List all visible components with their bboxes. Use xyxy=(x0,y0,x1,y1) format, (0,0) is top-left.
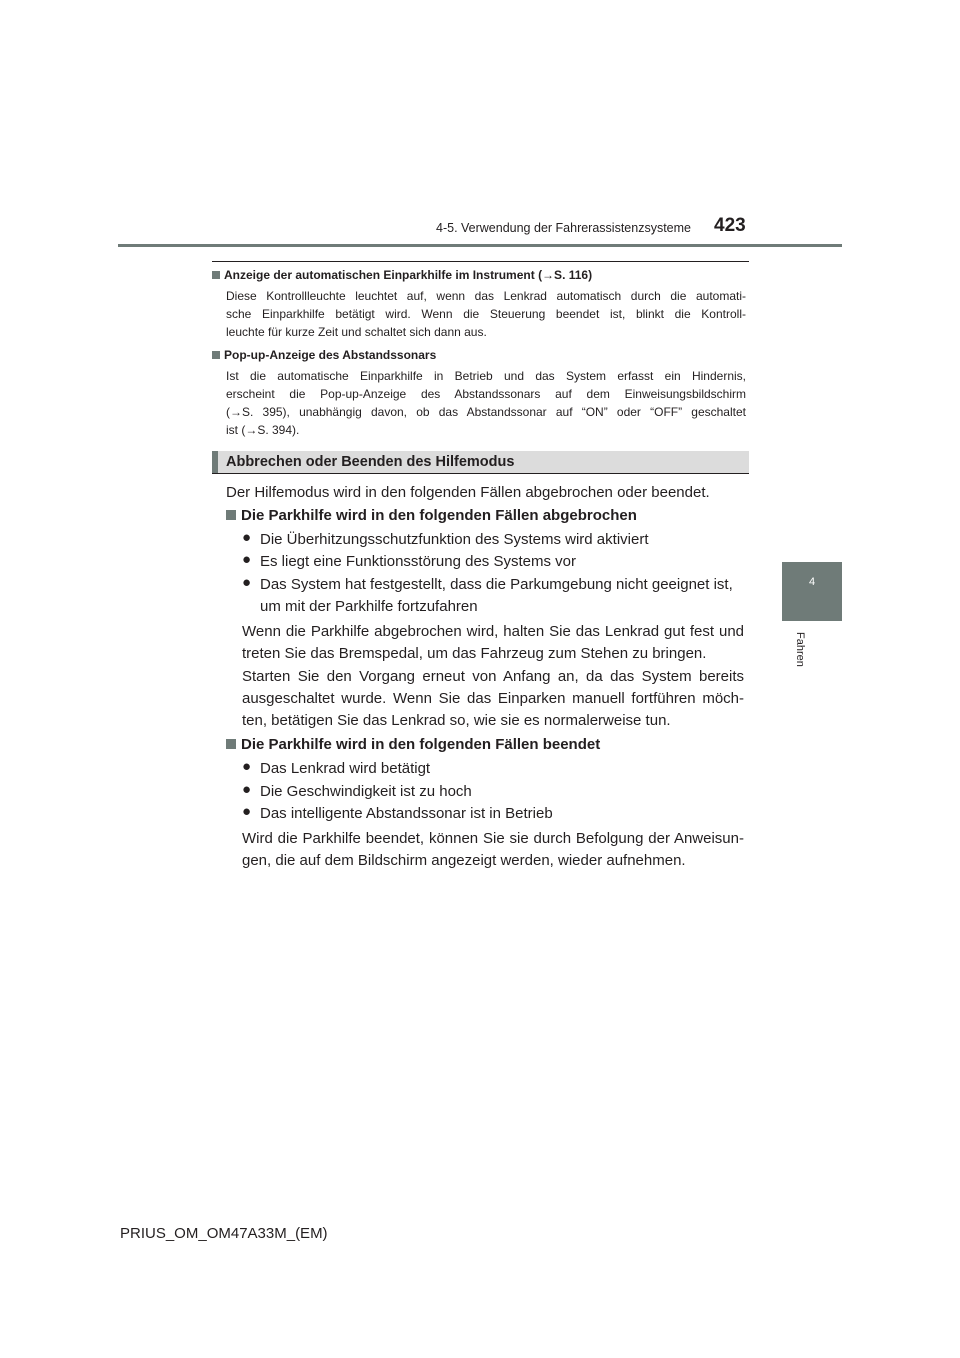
note-title-text: Anzeige der automatischen Einparkhilfe im Instrument (→S. 116) xyxy=(224,268,593,282)
section-heading-accent xyxy=(212,451,218,473)
sub-heading xyxy=(226,507,637,524)
paragraph xyxy=(242,621,744,665)
sub-heading-text: Die Parkhilfe wird in den folgenden Fällen beendet xyxy=(241,736,601,753)
bullet-dot-icon: ● xyxy=(242,551,252,568)
paragraph-line: ausgeschaltet wurde. Wenn Sie das Einparken manuell fortführen möch- xyxy=(242,690,744,707)
page-number: 423 xyxy=(714,215,746,236)
section-heading: Abbrechen oder Beenden des Hilfemodus xyxy=(226,454,515,470)
paragraph-line: ten, betätigen Sie das Lenkrad so, wie sie es normalerweise tun. xyxy=(242,712,671,729)
bullet-dot-icon: ● xyxy=(242,803,252,820)
sub-heading-text: Die Parkhilfe wird in den folgenden Fällen abgebrochen xyxy=(241,507,637,524)
sub-heading xyxy=(226,736,600,753)
note-line: erscheint die Pop-up-Anzeige des Abstandssonars auf dem Einweisungsbildschirm xyxy=(226,387,746,401)
bullet-dot-icon: ● xyxy=(242,758,252,775)
list-item: Die Geschwindigkeit ist zu hoch xyxy=(260,783,472,800)
list-item: Das System hat festgestellt, dass die Parkumgebung nicht geeignet ist, xyxy=(260,576,733,593)
list-item: Es liegt eine Funktionsstörung des Systems vor xyxy=(260,553,576,570)
square-bullet-icon xyxy=(212,271,220,279)
paragraph-line: gen, die auf dem Bildschirm angezeigt werden, wieder aufnehmen. xyxy=(242,852,686,869)
note-line: leuchte für kurze Zeit und schaltet sich dann aus. xyxy=(226,325,487,339)
bullet-dot-icon: ● xyxy=(242,529,252,546)
note-line: (→S. 395), unabhängig davon, ob das Abstandssonar auf “ON” oder “OFF” geschaltet xyxy=(226,405,746,419)
note-line: sche Einparkhilfe betätigt wird. Wenn die Steuerung beendet ist, blinkt die Kontroll- xyxy=(226,307,746,321)
paragraph-line: Wenn die Parkhilfe abgebrochen wird, halten Sie das Lenkrad gut fest und xyxy=(242,623,744,640)
paragraph-line: Starten Sie den Vorgang erneut von Anfang an, da das System bereits xyxy=(242,668,744,685)
list-item: Die Überhitzungsschutzfunktion des Systems wird aktiviert xyxy=(260,531,649,548)
bullet-dot-icon: ● xyxy=(242,574,252,591)
note-title xyxy=(212,268,752,282)
paragraph xyxy=(242,666,744,732)
square-bullet-icon xyxy=(212,351,220,359)
list-item-continuation: um mit der Parkhilfe fortzufahren xyxy=(260,598,478,615)
list-item: Das intelligente Abstandssonar ist in Betrieb xyxy=(260,805,553,822)
section-intro: Der Hilfemodus wird in den folgenden Fällen abgebrochen oder beendet. xyxy=(226,484,710,501)
square-bullet-icon xyxy=(226,510,236,520)
paragraph-line: treten Sie das Bremspedal, um das Fahrzeug zum Stehen zu bringen. xyxy=(242,645,707,662)
chapter-tab-number: 4 xyxy=(808,576,816,588)
paragraph xyxy=(242,828,744,872)
note-text xyxy=(226,287,746,341)
note-title xyxy=(212,348,752,362)
header-rule xyxy=(118,244,842,247)
paragraph-line: Wird die Parkhilfe beendet, können Sie sie durch Befolgung der Anweisun- xyxy=(242,830,744,847)
note-top-rule xyxy=(212,261,749,262)
chapter-label: Fahren xyxy=(794,632,806,667)
document-code: PRIUS_OM_OM47A33M_(EM) xyxy=(120,1225,328,1242)
note-line: ist (→S. 394). xyxy=(226,423,300,437)
note-title-text: Pop-up-Anzeige des Abstandssonars xyxy=(224,348,437,362)
bullet-dot-icon: ● xyxy=(242,781,252,798)
note-line: Diese Kontrollleuchte leuchtet auf, wenn das Lenkrad automatisch durch die automati- xyxy=(226,289,746,303)
note-line: Ist die automatische Einparkhilfe in Betrieb und das System erfasst ein Hindernis, xyxy=(226,369,746,383)
note-text xyxy=(226,367,746,439)
chapter-tab xyxy=(782,562,842,621)
running-header-section: 4-5. Verwendung der Fahrerassistenzsysteme xyxy=(436,221,691,235)
list-item: Das Lenkrad wird betätigt xyxy=(260,760,431,777)
section-heading-rule xyxy=(212,473,749,474)
square-bullet-icon xyxy=(226,739,236,749)
